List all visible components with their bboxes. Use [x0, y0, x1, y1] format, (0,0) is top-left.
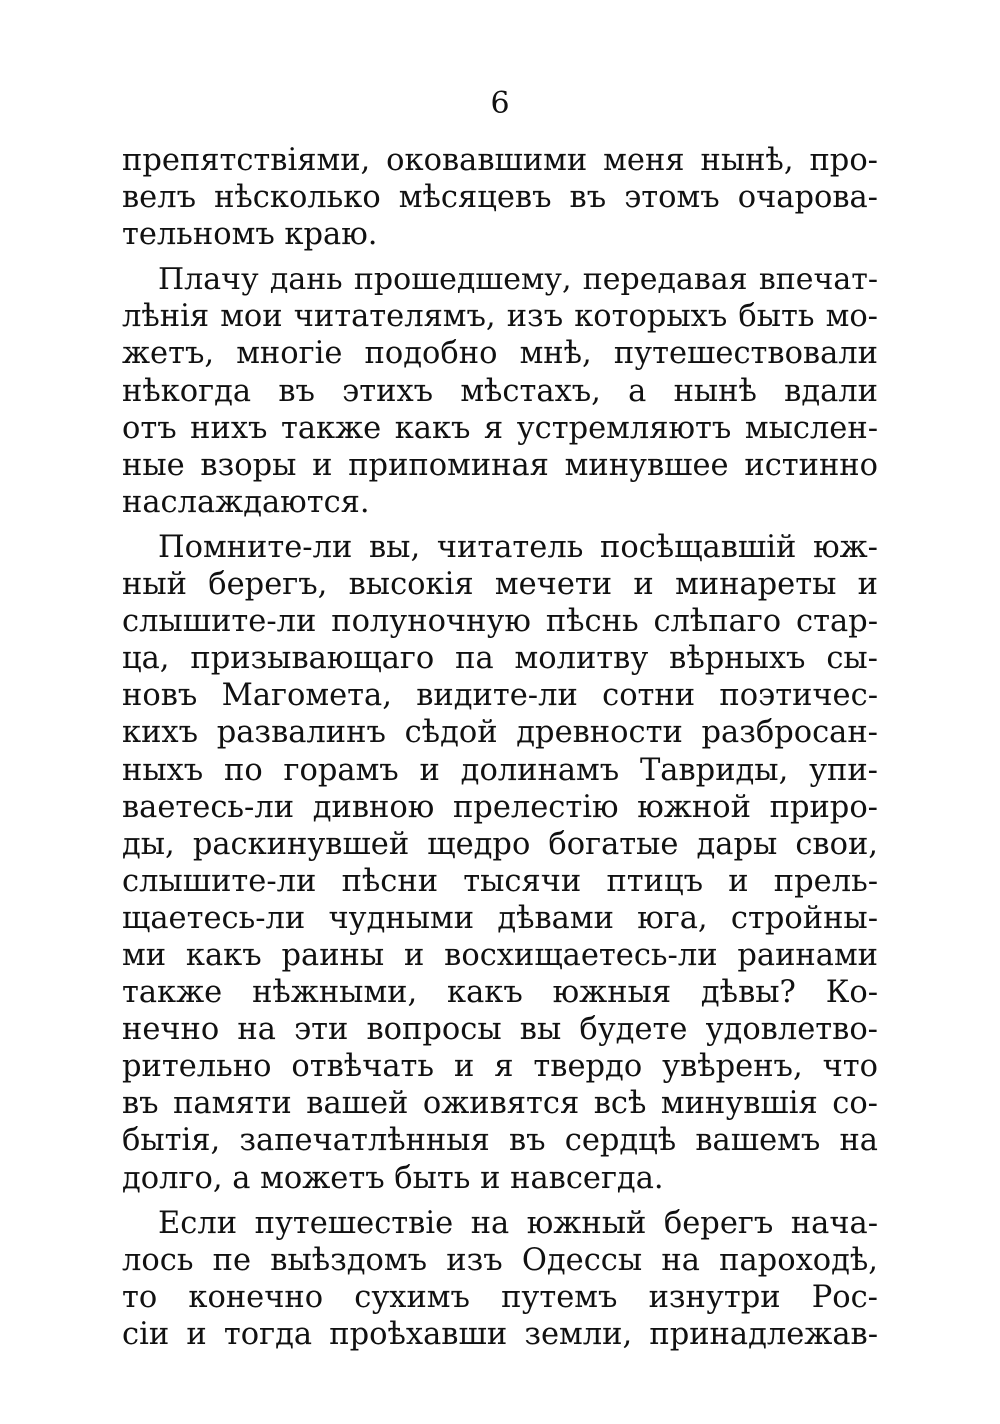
paragraph-4	[122, 1205, 878, 1353]
text-line: жетъ, многіе подобно мнѣ, путешествовали	[122, 336, 878, 372]
text-line: кихъ развалинъ сѣдой древности разбросан-	[122, 715, 878, 751]
text-line: сіи и тогда проѣхавши земли, принадлежав-	[122, 1316, 878, 1352]
text-line: Помните-ли вы, читатель посѣщавшій юж-	[158, 529, 878, 565]
text-line: отъ нихъ также какъ я устремляютъ мыслен-	[122, 410, 878, 446]
text-line: Если путешествіе на южный берегъ нача-	[158, 1205, 878, 1241]
text-line: слышите-ли пѣсни тысячи птицъ и прель-	[122, 863, 878, 899]
text-line: наслаждаются.	[122, 484, 370, 520]
text-line: велъ нѣсколько мѣсяцевъ въ этомъ очарова-	[122, 180, 878, 216]
text-line: долго, а можетъ быть и навсегда.	[122, 1160, 664, 1196]
text-line: ный берегъ, высокія мечети и минареты и	[122, 567, 878, 603]
body-text	[122, 142, 878, 1353]
paragraph-1	[122, 142, 878, 253]
text-line: ми какъ раины и восхищаетесь-ли раинами	[122, 937, 878, 973]
text-line: ца, призывающаго па молитву вѣрныхъ сы-	[122, 641, 878, 677]
text-line: ваетесь-ли дивною прелестію южной приро-	[122, 789, 878, 825]
text-line: также нѣжными, какъ южныя дѣвы? Ко-	[122, 975, 878, 1011]
text-line: нечно на эти вопросы вы будете удовлетво-	[122, 1012, 878, 1048]
text-line: ды, раскинувшей щедро богатые дары свои,	[122, 826, 878, 862]
text-line: ныхъ по горамъ и долинамъ Тавриды, упи-	[122, 752, 878, 788]
text-line: Плачу дань прошедшему, передавая впечат-	[158, 262, 878, 298]
text-line: лѣнія мои читателямъ, изъ которыхъ быть мо-	[122, 299, 878, 335]
text-line: нѣкогда въ этихъ мѣстахъ, а нынѣ вдали	[122, 373, 878, 409]
text-line: тельномъ краю.	[122, 217, 378, 253]
text-line: бытія, запечатлѣнныя въ сердцѣ вашемъ на	[122, 1123, 878, 1159]
text-line: препятствіями, оковавшими меня нынѣ, про-	[122, 143, 878, 178]
text-line: новъ Магомета, видите-ли сотни поэтичес-	[122, 678, 878, 714]
text-line: въ памяти вашей оживятся всѣ минувшія со-	[122, 1086, 878, 1122]
paragraph-3	[122, 529, 878, 1197]
paragraph-2	[122, 261, 878, 521]
text-line: лось пе выѣздомъ изъ Одессы на пароходѣ,	[122, 1242, 878, 1278]
text-line: рительно отвѣчать и я твердо увѣренъ, что	[122, 1049, 878, 1085]
text-line: слышите-ли полуночную пѣснь слѣпаго стар-	[122, 604, 878, 640]
text-line: ные взоры и припоминая минувшее истинно	[122, 447, 878, 483]
page-number: 6	[490, 86, 510, 121]
text-line: щаетесь-ли чудными дѣвами юга, стройны-	[122, 900, 878, 936]
text-line: то конечно сухимъ путемъ изнутри Рос-	[122, 1279, 878, 1315]
